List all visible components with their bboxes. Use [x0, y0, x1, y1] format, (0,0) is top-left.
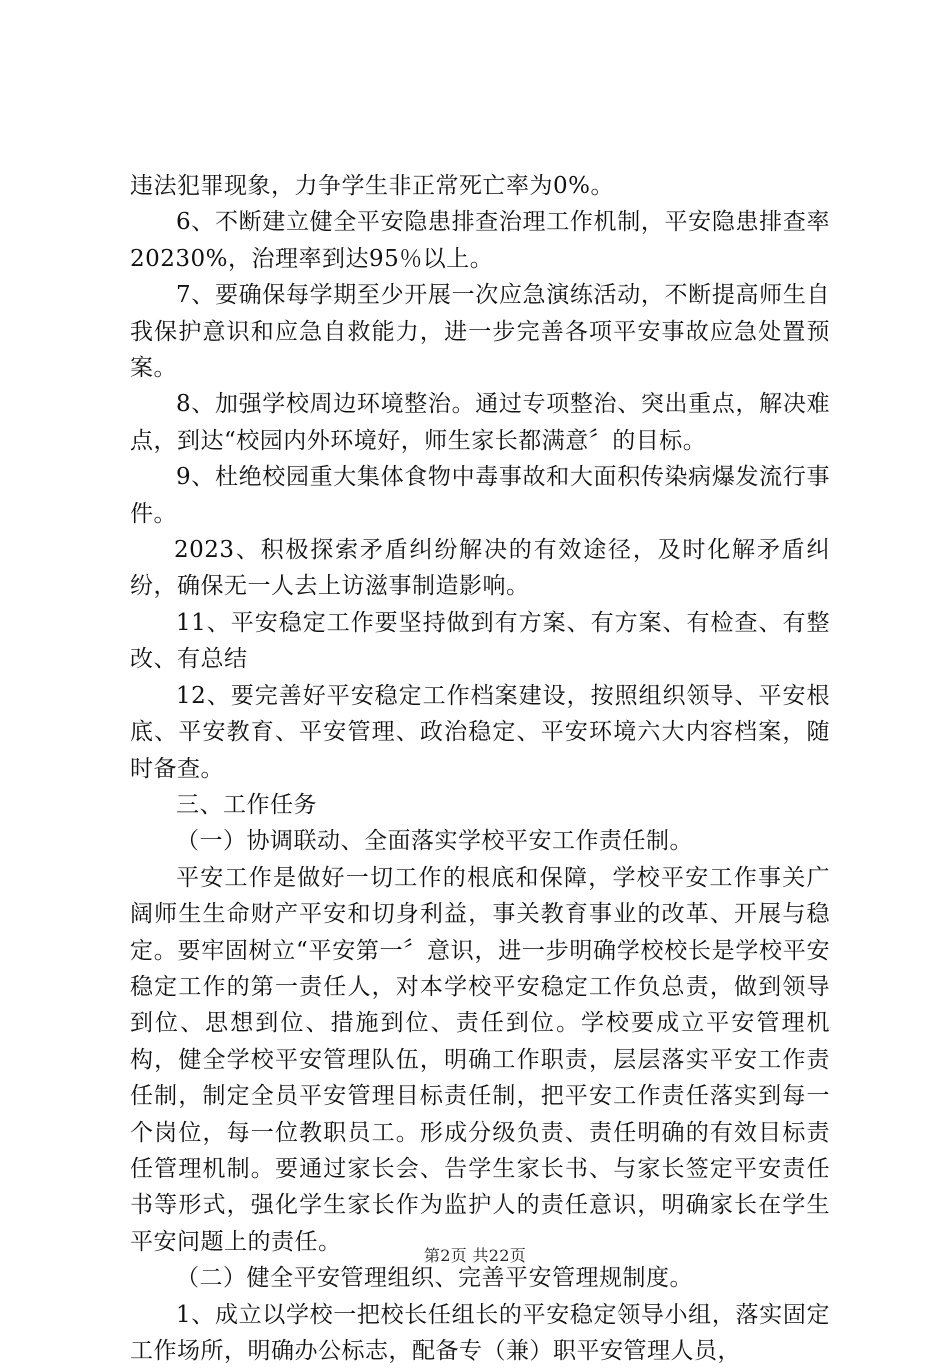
section-heading-work-tasks: 三、工作任务 [176, 791, 317, 818]
paragraph-item-11: 11、平安稳定工作要坚持做到有方案、有方案、有检查、有整改、有总结 [130, 609, 830, 673]
paragraph-responsibility: 平安工作是做好一切工作的根底和保障，学校平安工作事关广阔师生生命财产平安和切身利益，事关教育事业的改革、开展与稳定。要牢固树立“平安第一〞意识，进一步明确学校校长是学校平安稳定工作的第一责任人，对本学校平安稳定工作负总责，做到领导到位、思想到位、措施到位、责任到位。学校要成立平安管理机构，健全学校平安管理队伍，明确工作职责，层层落实平安工作责任制，制定全员平安管理目标责任制，把平安工作责任落实到每一个岗位，每一位教职员工。形成分级负责、责任明确的有效目标责任管理机制。要通过家长会、告学生家长书、与家长签定平安责任书等形式，强化学生家长作为监护人的责任意识，明确家长在学生平安问题上的责任。 [130, 864, 830, 1255]
paragraph-subitem-1: 1、成立以学校一把校长任组长的平安稳定领导小组，落实固定工作场所，明确办公标志，配备专（兼）职平安管理人员， [130, 1301, 830, 1364]
subsection-heading-1: （一）协调联动、全面落实学校平安工作责任制。 [176, 828, 693, 855]
paragraph-item-7: 7、要确保每学期至少开展一次应急演练活动，不断提高师生自我保护意识和应急自救能力，进一步完善各项平安事故应急处置预案。 [130, 282, 830, 382]
paragraph-item-9: 9、杜绝校园重大集体食物中毒事故和大面积传染病爆发流行事件。 [130, 464, 830, 527]
page-number-footer: 第2页 共22页 [423, 1246, 527, 1265]
paragraph-item-6: 6、不断建立健全平安隐患排查治理工作机制，平安隐患排查率20230%，治理率到达95％以上。 [130, 209, 830, 272]
subsection-heading-2: （二）健全平安管理组织、完善平安管理规制度。 [176, 1265, 693, 1292]
paragraph-item-8: 8、加强学校周边环境整治。通过专项整治、突出重点，解决难点，到达“校园内外环境好，师生家长都满意〞的目标。 [130, 391, 830, 454]
paragraph-continuation: 违法犯罪现象，力争学生非正常死亡率为0%。 [130, 173, 614, 199]
paragraph-item-12: 12、要完善好平安稳定工作档案建设，按照组织领导、平安根底、平安教育、平安管理、政治稳定、平安环境六大内容档案，随时备查。 [130, 682, 830, 782]
paragraph-item-10: 2023、积极探索矛盾纠纷解决的有效途径，及时化解矛盾纠纷，确保无一人去上访滋事制造影响。 [130, 537, 830, 600]
document-body [130, 168, 830, 1369]
